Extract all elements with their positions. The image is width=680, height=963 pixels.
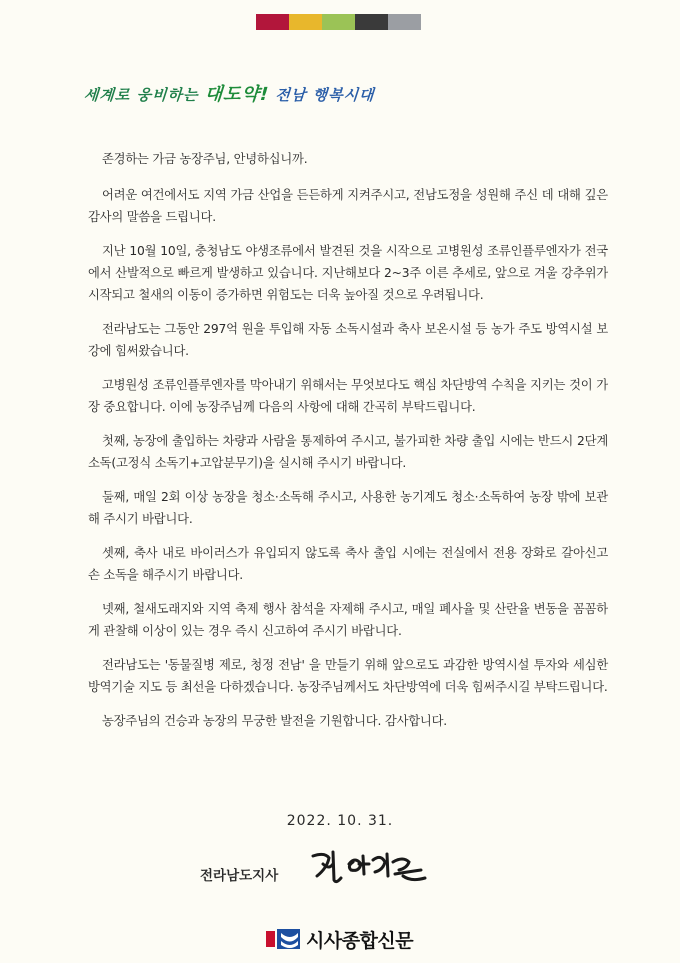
paragraph-9: 전라남도는 '동물질병 제로, 청정 전남' 을 만들기 위해 앞으로도 과감한 방역시설 투자와 세심한 방역기술 지도 등 최선을 다하겠습니다. 농장주님께서도 차단방역에 더욱 힘써주시길 부탁드립니다. xyxy=(88,658,608,694)
newspaper-name: 시사종합신문 xyxy=(306,929,414,952)
slogan-part1: 세계로 웅비하는 xyxy=(83,86,200,104)
paragraph-10: 농장주님의 건승과 농장의 무궁한 발전을 기원합니다. 감사합니다. xyxy=(102,714,447,728)
paragraph-4: 고병원성 조류인플루엔자를 막아내기 위해서는 무엇보다도 핵심 차단방역 수칙을 지키는 것이 가장 중요합니다. 이에 농장주님께 다음의 사항에 대해 간곡히 부탁드립니다. xyxy=(88,378,608,414)
paragraph-8: 넷째, 철새도래지와 지역 축제 행사 참석을 자제해 주시고, 매일 폐사율 및 산란율 변동을 꼼꼼하게 관찰해 이상이 있는 경우 즉시 신고하여 주시기 바랍니다. xyxy=(88,602,608,638)
paragraph-5: 첫째, 농장에 출입하는 차량과 사람을 통제하여 주시고, 불가피한 차량 출입 시에는 반드시 2단계 소독(고정식 소독기+고압분무기)을 실시해 주시기 바랍니다. xyxy=(88,434,608,470)
footer-logo xyxy=(266,926,413,952)
color-swatch-5 xyxy=(388,14,421,30)
paragraph-7: 셋째, 축사 내로 바이러스가 유입되지 않도록 축사 출입 시에는 전실에서 전용 장화로 갈아신고 손 소독을 해주시기 바랍니다. xyxy=(88,546,608,582)
slogan-part2: 대도약! xyxy=(204,84,270,105)
color-swatch-3 xyxy=(322,14,355,30)
slogan xyxy=(83,80,375,106)
newspaper-logo-icon xyxy=(266,927,302,951)
paragraph-3: 전라남도는 그동안 297억 원을 투입해 자동 소독시설과 축사 보온시설 등 농가 주도 방역시설 보강에 힘써왔습니다. xyxy=(88,322,608,358)
slogan-part3: 전남 행복시대 xyxy=(274,86,376,104)
paragraph-1: 어려운 여건에서도 지역 가금 산업을 든든하게 지켜주시고, 전남도정을 성원해 주신 데 대해 깊은 감사의 말씀을 드립니다. xyxy=(88,188,608,224)
color-swatch-2 xyxy=(289,14,322,30)
paragraph-6: 둘째, 매일 2회 이상 농장을 청소·소독해 주시고, 사용한 농기계도 청소·소독하여 농장 밖에 보관해 주시기 바랍니다. xyxy=(88,490,608,526)
governor-title: 전라남도지사 xyxy=(200,868,279,884)
color-swatch-4 xyxy=(355,14,388,30)
letter-date: 2022. 10. 31. xyxy=(286,813,394,829)
color-swatch-1 xyxy=(256,14,289,30)
handwritten-signature xyxy=(303,842,433,892)
greeting: 존경하는 가금 농장주님, 안녕하십니까. xyxy=(102,152,308,166)
letter-body xyxy=(88,148,608,744)
header-color-bar xyxy=(256,14,421,30)
paragraph-2: 지난 10월 10일, 충청남도 야생조류에서 발견된 것을 시작으로 고병원성 조류인플루엔자가 전국에서 산발적으로 빠르게 발생하고 있습니다. 지난해보다 2~3주 이른 추세로, 앞으로 겨울 강추위가 시작되고 철새의 이동이 증가하면 위험도는 더욱 높아질 것으로 우려됩니다. xyxy=(88,244,608,302)
